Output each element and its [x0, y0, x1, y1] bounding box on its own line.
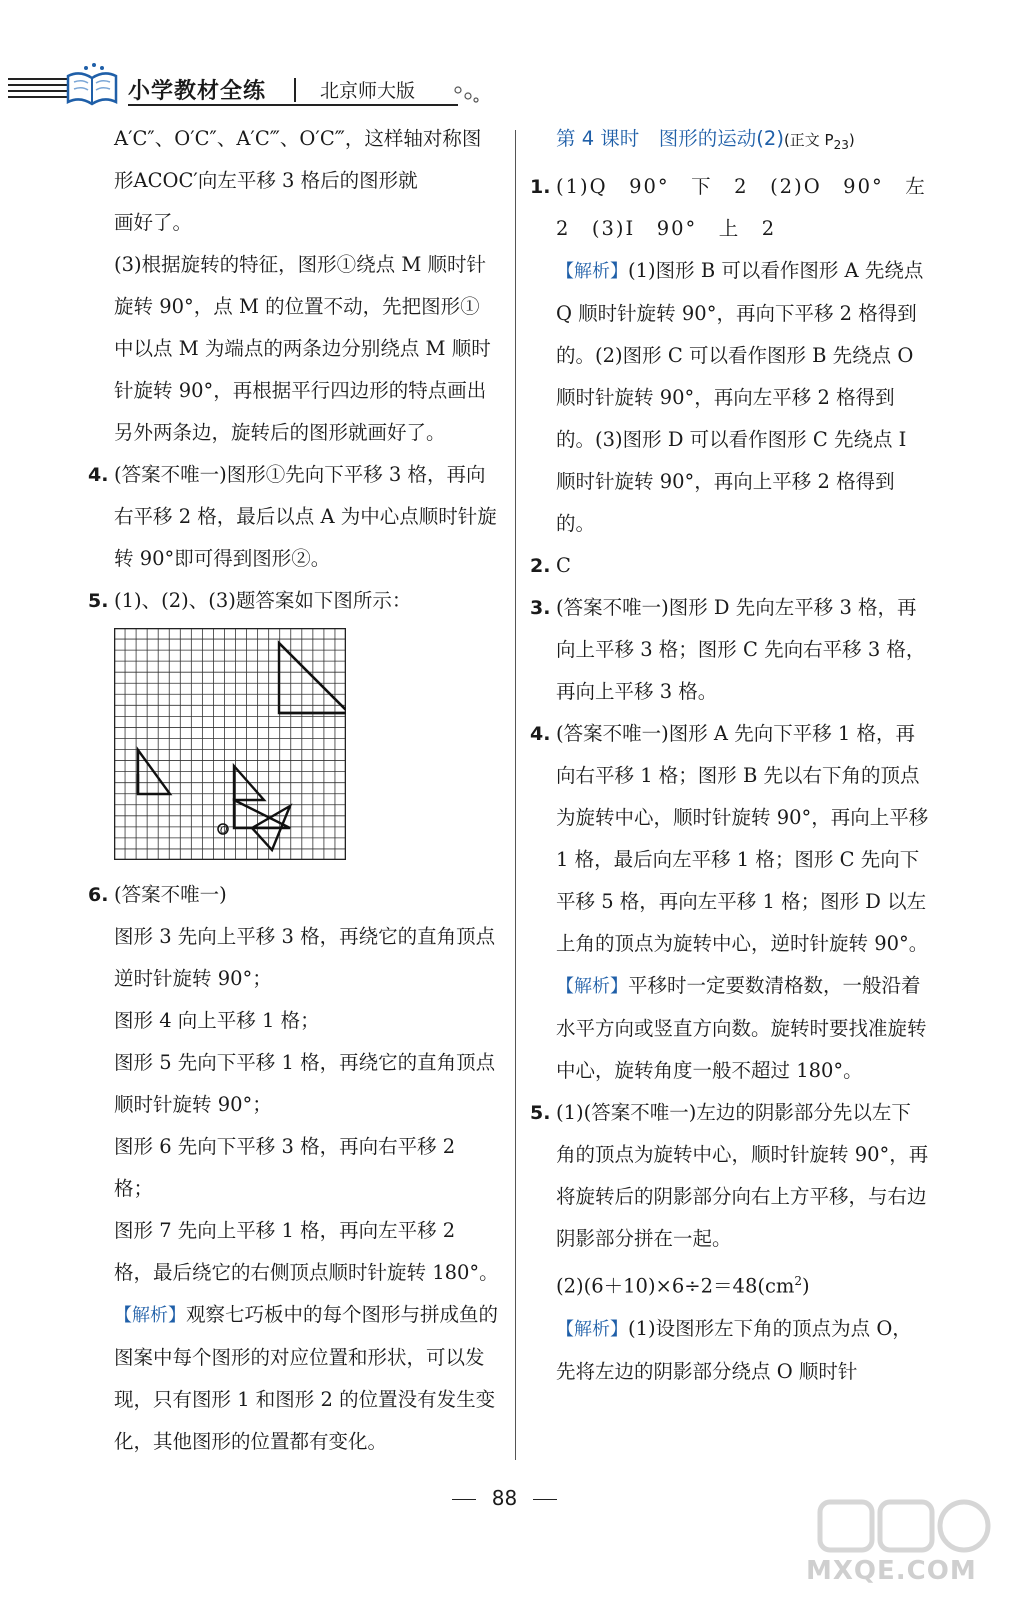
- answer-line: (答案不唯一): [114, 883, 227, 906]
- right-column: [530, 118, 930, 1393]
- analysis: [556, 965, 930, 1092]
- question-number: 4.: [530, 723, 551, 745]
- question-2: [530, 545, 930, 587]
- question-6: [88, 874, 500, 1463]
- lesson-heading: [530, 118, 930, 166]
- answer-line: 图形 4 向上平移 1 格；: [114, 1009, 320, 1032]
- watermark: [800, 1494, 1000, 1594]
- open-book-icon: [64, 62, 120, 110]
- answer-text: (答案不唯一)图形①先向下平移 3 格，再向右平移 2 格，最后以点 A 为中心点顺时针旋转 90°即可得到图形②。: [114, 463, 497, 570]
- answer-line: 图形 3 先向上平移 3 格，再绕它的直角顶点逆时针旋转 90°；: [114, 925, 496, 990]
- grid-lines: [114, 628, 346, 860]
- lesson-reference: (正文 $P_{23}$): [783, 131, 855, 152]
- answer-text: (1)(答案不唯一)左边的阴影部分先以左下角的顶点为旋转中心，顺时针旋转 90°，再将旋转后的阴影部分向右上方平移，与右边阴影部分拼在一起。: [556, 1101, 929, 1250]
- left-column: [88, 118, 500, 1463]
- watermark-text: MXQE.COM: [806, 1556, 977, 1586]
- answer-text: (答案不唯一)图形 D 先向左平移 3 格，再向上平移 3 格；图形 C 先向右平移 3 格，再向上平移 3 格。: [556, 596, 926, 703]
- text-line: 画好了。: [114, 211, 193, 234]
- answer-text: C: [556, 554, 571, 577]
- answer-formula: $(2)(6+10)\times 6\div 2=48(cm^2)$: [556, 1274, 810, 1298]
- question-3: [530, 587, 930, 713]
- analysis-tag: 【解析】: [556, 1318, 628, 1340]
- analysis: [114, 1294, 500, 1463]
- question-4: [88, 454, 500, 580]
- analysis-text: (1)设图形左下角的顶点为点 O，先将左边的阴影部分绕点 O 顺时针: [556, 1316, 912, 1383]
- answer-text: (1)、(2)、(3)题答案如下图所示：: [114, 589, 412, 612]
- question-number: 3.: [530, 597, 551, 619]
- answer-text: (答案不唯一)图形 A 先向下平移 1 格，再向右平移 1 格；图形 B 先以右下角的顶点为旋转中心，顺时针旋转 90°，再向上平移 1 格，最后向左平移 1 格；图形 C 先向下平移 5 格，再向左平移 1 格；图形 D 以左上角的顶点为旋转中心，逆时针旋转 90°。: [556, 722, 929, 955]
- grid-border: [115, 629, 346, 860]
- paragraph-part3: (3)根据旋转的特征，图形①绕点 M 顺时针旋转 90°，点 M 的位置不动，先把图形① 中以点 M 为端点的两条边分别绕点 M 顺时针旋转 90°，再根据平行四边形的特点画出另外两条边，旋转后的图形就画好了。: [114, 253, 491, 444]
- question-number: 2.: [530, 555, 551, 577]
- point-o-label: O: [220, 826, 228, 836]
- text-line: 形ACOC′向左平移 3 格后的图形就: [114, 169, 418, 192]
- page-header: [0, 0, 1009, 120]
- question-number: 4.: [88, 464, 109, 486]
- question-number: 5.: [88, 590, 109, 612]
- question-1: [530, 166, 930, 545]
- analysis-text: 平移时一定要数清格数，一般沿着水平方向或竖直方向数。旋转时要找准旋转中心，旋转角度一般不超过 180°。: [556, 974, 927, 1082]
- analysis: [556, 1308, 930, 1393]
- question-number: 1.: [530, 176, 551, 198]
- edition-label: 北京师大版: [320, 80, 416, 102]
- column-divider: [515, 130, 516, 1460]
- text-line: A′C″、O′C″、A′C‴、O′C‴，这样轴对称图: [114, 127, 482, 150]
- answer-grid-figure: [88, 628, 500, 868]
- question-4: [530, 713, 930, 1092]
- header-rule: [128, 104, 458, 106]
- header-decor-dots-icon: [452, 82, 482, 106]
- analysis-tag: 【解析】: [114, 1305, 186, 1326]
- page-number: 88: [0, 1486, 1009, 1510]
- analysis-tag: 【解析】: [556, 261, 628, 282]
- series-title: 小学教材全练: [128, 79, 267, 104]
- continued-text: [88, 118, 500, 244]
- question-5: [88, 580, 500, 622]
- analysis-text: (1)图形 B 可以看作图形 A 先绕点 Q 顺时针旋转 90°，再向下平移 2 格得到的。(2)图形 C 可以看作图形 B 先绕点 O 顺时针旋转 90°，再向左平移 2 格得到的。(3)图形 D 可以看作图形 C 先绕点 I 顺时针旋转 90°，再向上平移 2 格得到的。: [556, 259, 924, 535]
- header-separator: [294, 78, 296, 102]
- analysis-text: 观察七巧板中的每个图形与拼成鱼的图案中每个图形的对应位置和形状，可以发现，只有图形 1 和图形 2 的位置没有发生变化，其他图形的位置都有变化。: [114, 1303, 499, 1453]
- answer-line: 2 (3)I 90° 上 2: [556, 217, 777, 240]
- analysis: [556, 250, 930, 545]
- question-number: 6.: [88, 884, 109, 906]
- question-5: [530, 1092, 930, 1393]
- question-number: 5.: [530, 1102, 551, 1124]
- answer-line: (1)Q 90° 下 2 (2)O 90° 左: [556, 175, 927, 198]
- watermark-logo-icon: [800, 1494, 1000, 1558]
- analysis-tag: 【解析】: [556, 976, 628, 997]
- grid-diagram: [114, 628, 346, 860]
- answer-line: 图形 7 先向上平移 1 格，再向左平移 2 格，最后绕它的右侧顶点顺时针旋转 180°。: [114, 1219, 499, 1284]
- lesson-title: 第 4 课时 图形的运动(2): [556, 127, 784, 150]
- answer-line: 图形 6 先向下平移 3 格，再向右平移 2 格；: [114, 1135, 456, 1200]
- answer-line: 图形 5 先向下平移 1 格，再绕它的直角顶点顺时针旋转 90°；: [114, 1051, 496, 1116]
